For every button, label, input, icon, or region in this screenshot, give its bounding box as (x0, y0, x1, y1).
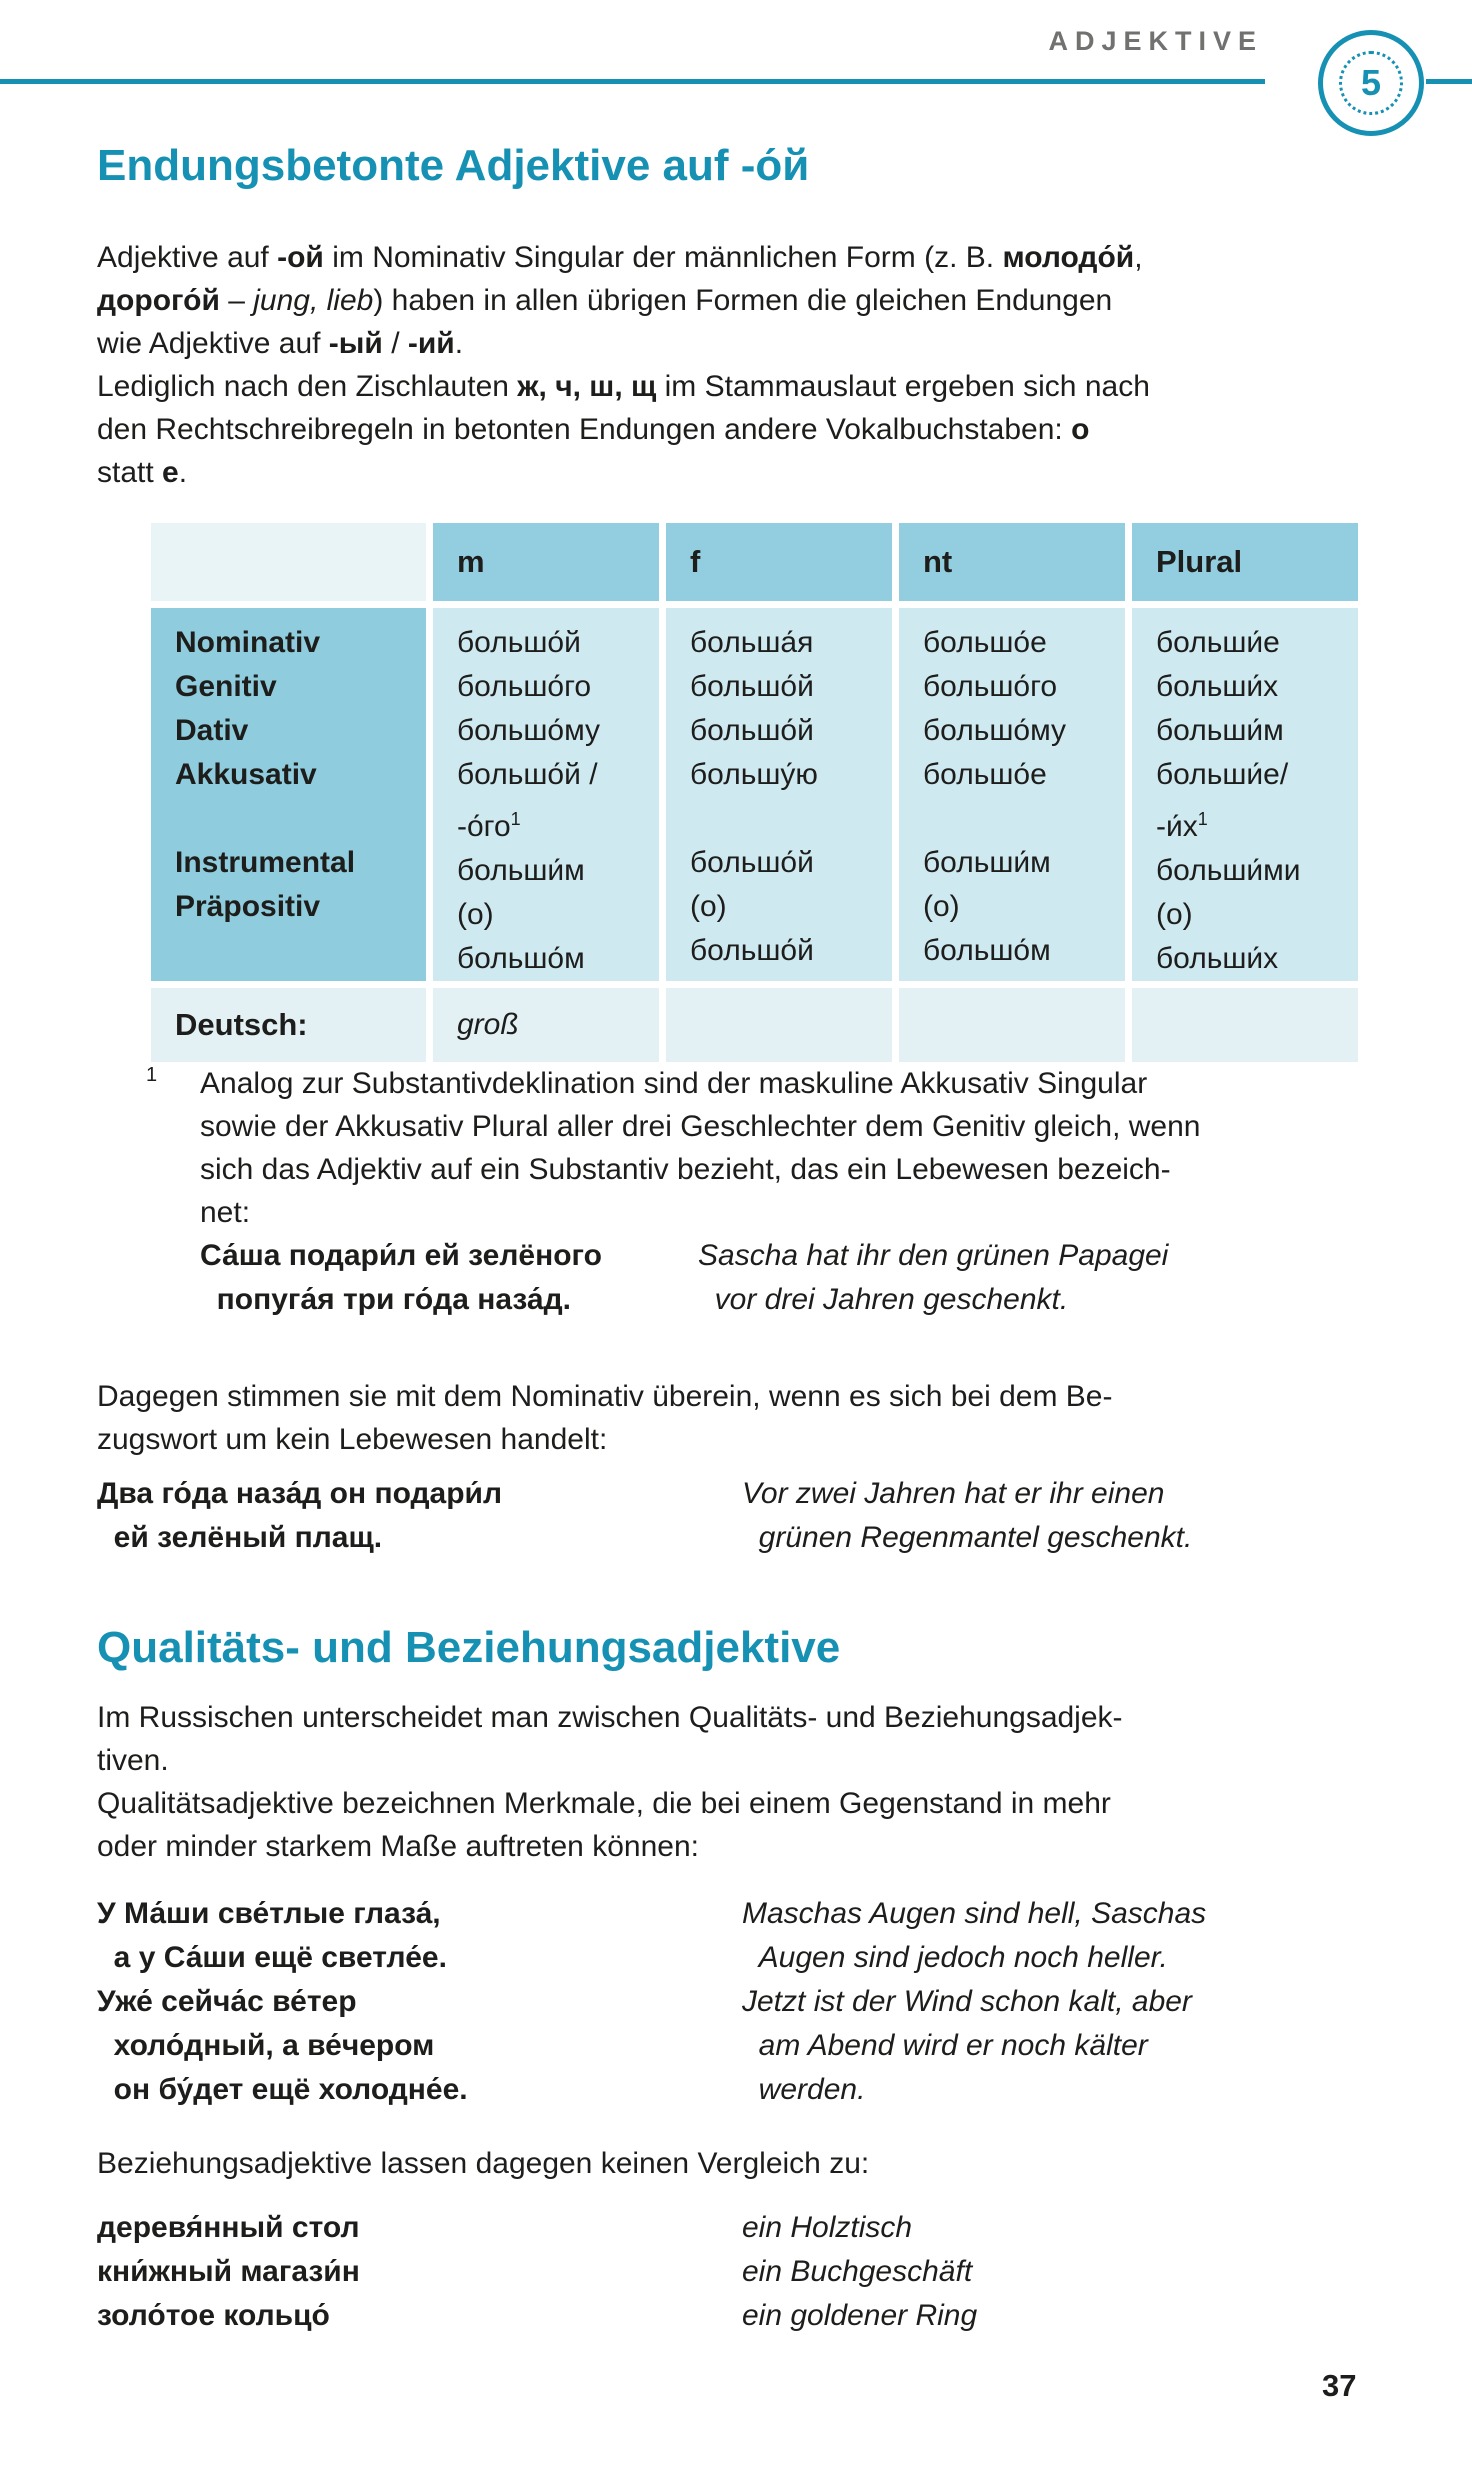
table-body-row (151, 608, 1358, 981)
paragraph-qualitaetsadjektive: Im Russischen unterscheidet man zwischen Qualitäts- und Beziehungsadjek- tiven. Qualitätsadjektive bezeichnen Merkmale, die bei einem Gegenstand in mehr oder minder starkem Maße auftreten können: (97, 1701, 1123, 1863)
paragraph-beziehungsadjektive: Beziehungsadjektive lassen dagegen keinen Vergleich zu: (97, 2147, 870, 2180)
section-title-qualitaets: Qualitäts- und Beziehungsadjektive (97, 1623, 841, 1672)
table-col-header-f: f (666, 523, 892, 601)
russian-example: Два го́да наза́д он подари́л ей зелёный плащ. (97, 1477, 503, 1554)
table-cells-neuter: большо́е большо́го большо́му большо́е больши́м (о) большо́м (899, 608, 1125, 981)
table-col-header-plural: Plural (1132, 523, 1358, 601)
table-corner-cell (151, 523, 426, 601)
german-translation: Vor zwei Jahren hat er ihr einen grünen Regenmantel geschenkt. (742, 1477, 1193, 1554)
russian-example: Са́ша подари́л ей зелёного попуга́я три го́да наза́д. (200, 1239, 602, 1316)
table-cells-feminine: больша́я большо́й большо́й большу́ю большо́й (о) большо́й (666, 608, 892, 981)
deutsch-empty-cell (1132, 988, 1358, 1062)
example-pair-relational (97, 2206, 1381, 2338)
footnote (146, 1062, 1386, 1322)
table-cells-masculine: большо́й большо́го большо́му большо́й / $-о́го^1$ больши́м (о) большо́м (433, 608, 659, 981)
running-head: ADJEKTIVE (1048, 26, 1263, 56)
chapter-number: 5 (1360, 62, 1382, 103)
example-pair-parrot (200, 1234, 1386, 1322)
russian-example: деревя́нный стол кни́жный магази́н золо́тое кольцо́ (97, 2211, 360, 2332)
page-number: 37 (1322, 2368, 1357, 2403)
german-translation: ein Holztisch ein Buchgeschäft ein goldener Ring (742, 2211, 978, 2332)
intro-paragraph: Adjektive auf -ой im Nominativ Singular der männlichen Form (z. B. молодо́й, дорого́й – jung, lieb) haben in allen übrigen Formen die gleichen Endungen wie Adjektive auf -ый / -ий. Lediglich nach den Zischlauten ж, ч, ш, щ im Stammauslaut ergeben sich nach den Rechtschreibregeln in betonten Endungen andere Vokalbuchstaben: о statt е. (97, 241, 1150, 489)
table-col-header-nt: nt (899, 523, 1125, 601)
footnote-marker: 1 (146, 1064, 158, 1086)
table-cells-plural: больши́е больши́х больши́м больши́е/ $-и́х^1$ больши́ми (о) больши́х (1132, 608, 1358, 981)
table-deutsch-row (151, 988, 1358, 1062)
deutsch-empty-cell (899, 988, 1125, 1062)
table-col-header-m: m (433, 523, 659, 601)
declension-table (151, 523, 1358, 1062)
header-rule-right (1426, 79, 1472, 84)
russian-example: У Ма́ши све́тлые глаза́, а у Са́ши ещё светле́е. Уже́ сейча́с ве́тер холо́дный, а ве́чером он бу́дет ещё холодне́е. (97, 1897, 468, 2106)
header-rule-left (0, 79, 1265, 84)
section-title-endungsbetonte: Endungsbetonte Adjektive auf -о́й (97, 141, 810, 190)
chapter-badge-dotted-ring (1339, 51, 1403, 115)
german-translation: Sascha hat ihr den grünen Papagei vor drei Jahren geschenkt. (698, 1239, 1169, 1316)
deutsch-label: Deutsch: (151, 988, 426, 1062)
table-case-labels: Nominativ Genitiv Dativ Akkusativ Instrumental Präpositiv (151, 608, 426, 981)
german-translation: Maschas Augen sind hell, Saschas Augen sind jedoch noch heller. Jetzt ist der Wind schon kalt, aber am Abend wird er noch kälter werden. (742, 1897, 1207, 2106)
example-pair-comparison (97, 1892, 1381, 2112)
paragraph-nominativ-rule: Dagegen stimmen sie mit dem Nominativ überein, wenn es sich bei dem Be- zugswort um kein Lebewesen handelt: (97, 1380, 1113, 1456)
footnote-text: Analog zur Substantivdeklination sind der maskuline Akkusativ Singular sowie der Akkusativ Plural aller drei Geschlechter dem Genitiv gleich, wenn sich das Adjektiv auf ein Substantiv bezieht, das ein Lebewesen bezeich- net: (200, 1067, 1201, 1229)
deutsch-empty-cell (666, 988, 892, 1062)
example-pair-raincoat (97, 1472, 1381, 1560)
deutsch-value: groß (433, 988, 659, 1062)
table-header-row (151, 523, 1358, 601)
chapter-badge (1318, 30, 1424, 136)
